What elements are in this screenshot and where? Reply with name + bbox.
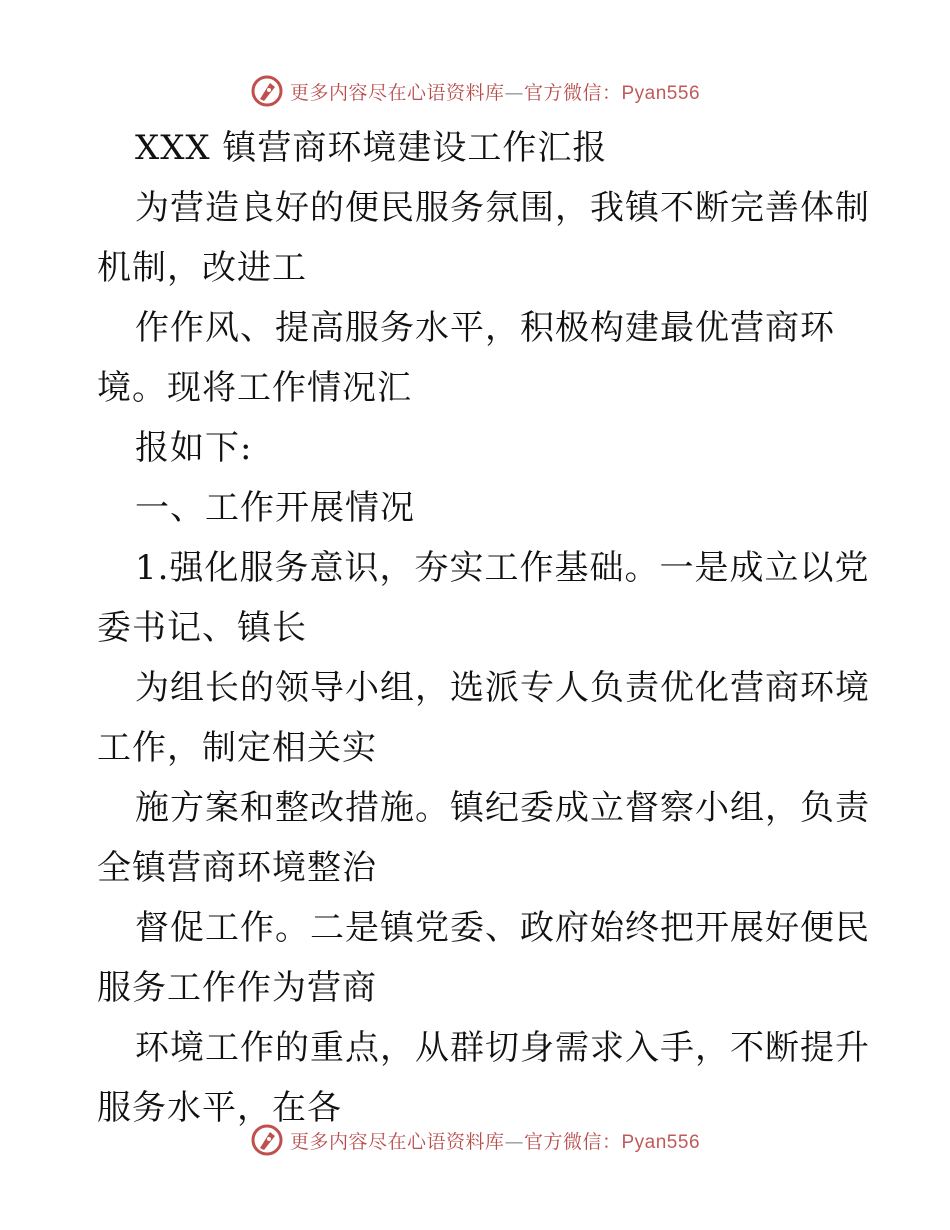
paragraph-line: 环境工作的重点，从群切身需求入手，不断提升 (135, 1028, 870, 1068)
paragraph-line: 作作风、提高服务水平，积极构建最优营商环 (135, 308, 835, 348)
paragraph-line: 境。现将工作情况汇 (97, 368, 412, 408)
paragraph-line: 服务工作作为营商 (97, 968, 377, 1008)
paragraph-line: 督促工作。二是镇党委、政府始终把开展好便民 (135, 908, 870, 948)
pen-nib-logo-icon (250, 74, 284, 108)
paragraph-line: 委书记、镇长 (97, 608, 307, 648)
paragraph-line: 1.强化服务意识，夯实工作基础。一是成立以党 (135, 548, 870, 588)
paragraph-line: 为组长的领导小组，选派专人负责优化营商环境 (135, 668, 870, 708)
paragraph-line: 报如下: (135, 428, 253, 468)
document-body (97, 118, 870, 1138)
footer-watermark (0, 1120, 950, 1160)
document-title: XXX 镇营商环境建设工作汇报 (135, 128, 608, 168)
paragraph-line: 服务水平，在各 (97, 1088, 342, 1128)
watermark-text: 更多内容尽在心语资料库—官方微信：Pyan556 (289, 1130, 701, 1153)
header-watermark (0, 71, 950, 111)
paragraph-line: 施方案和整改措施。镇纪委成立督察小组，负责 (135, 788, 870, 828)
section-heading: 一、工作开展情况 (135, 488, 415, 528)
pen-nib-logo-icon (250, 1123, 284, 1157)
paragraph-line: 工作，制定相关实 (97, 728, 377, 768)
paragraph-line: 全镇营商环境整治 (97, 848, 377, 888)
paragraph-line: 为营造良好的便民服务氛围，我镇不断完善体制 (135, 188, 870, 228)
watermark-text: 更多内容尽在心语资料库—官方微信：Pyan556 (289, 81, 701, 104)
paragraph-line: 机制，改进工 (97, 248, 307, 288)
